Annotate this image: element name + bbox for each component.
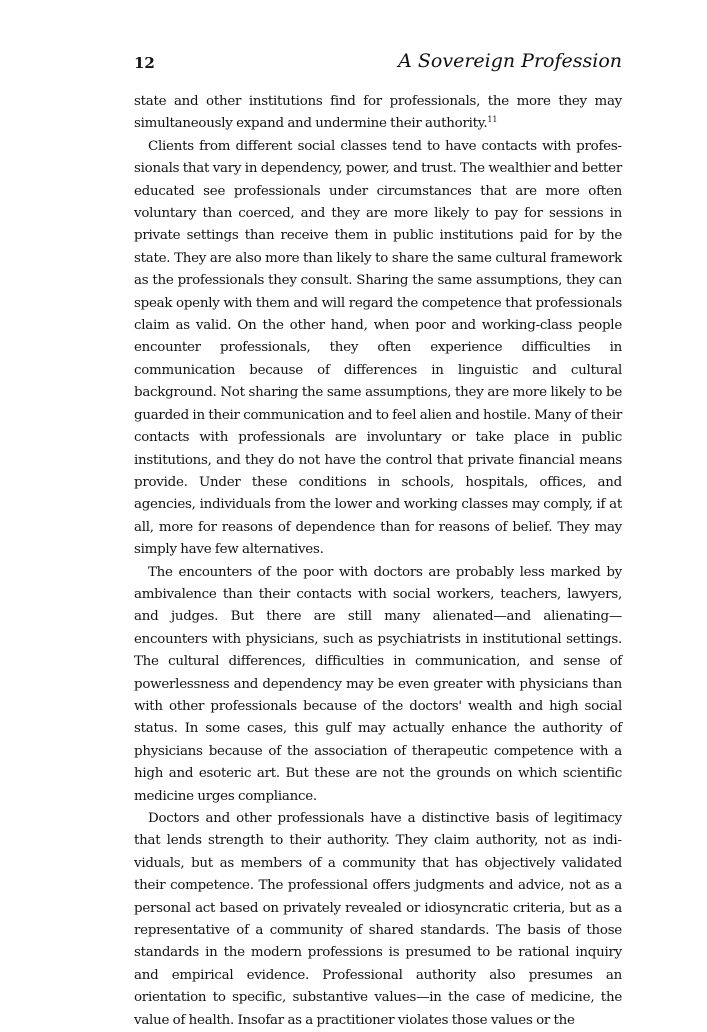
page-number: 12	[134, 54, 155, 72]
paragraph: Clients from different social classes tend to have contacts with professionals that vary in dependency, power, and trust. The wealthier and better educated see professionals under circumstances that are more often voluntary than coerced, and they are more likely to pay for sessions in private settings than receive them in public institutions paid for by the state. They are also more than likely to share the same cultural framework as the professionals they consult. Sharing the same assumptions, they can speak openly with them and will regard the competence that professionals claim as valid. On the other hand, when poor and working-class people encounter professionals, they often experience difficulties in communication because of differences in linguistic and cultural background. Not sharing the same assumptions, they are more likely to be guarded in their communication and to feel alien and hostile. Many of their contacts with professionals are involuntary or take place in public institutions, and they do not have the control that private financial means provide. Under these conditions in schools, hospitals, offices, and agencies, individuals from the lower and working classes may comply, if at all, more for reasons of dependence than for reasons of belief. They may simply have few alternatives.	[134, 138, 623, 558]
running-title: A Sovereign Profession	[398, 50, 622, 72]
body-text	[134, 91, 622, 1032]
paragraph	[134, 91, 622, 136]
paragraph: The encounters of the poor with doctors are probably less marked by ambivalence than their contacts with social workers, teachers, lawyers, and judges. But there are still many alienated—and alienating— encounters with physicians, such as psychiatrists in institutional settings. The cultural differences, difficulties in communication, and sense of powerlessness and dependency may be even greater with physicians than with other professionals because of the doctors' wealth and high social status. In some cases, this gulf may actually enhance the authority of physicians because of the association of therapeutic competence with a high and esoteric art. But these are not the grounds on which scientific medicine urges compliance.	[134, 564, 622, 804]
running-head	[134, 50, 622, 80]
paragraph: Doctors and other professionals have a distinctive basis of legitimacy that lends strength to their authority. They claim authority, not as individuals, but as members of a community that has objectively validated their competence. The professional offers judgments and advice, not as a personal act based on privately revealed or idiosyncratic criteria, but as a representative of a community of shared standards. The basis of those standards in the modern professions is presumed to be rational inquiry and empirical evidence. Professional authority also presumes an orientation to specific, substantive values—in the case of medicine, the value of health. Insofar as a practitioner violates those values or the	[134, 811, 622, 1028]
paragraph-text: state and other institutions find for professionals, the more they may simultaneously expand and undermine their authority.	[134, 94, 622, 132]
footnote-marker: 11	[487, 115, 498, 125]
